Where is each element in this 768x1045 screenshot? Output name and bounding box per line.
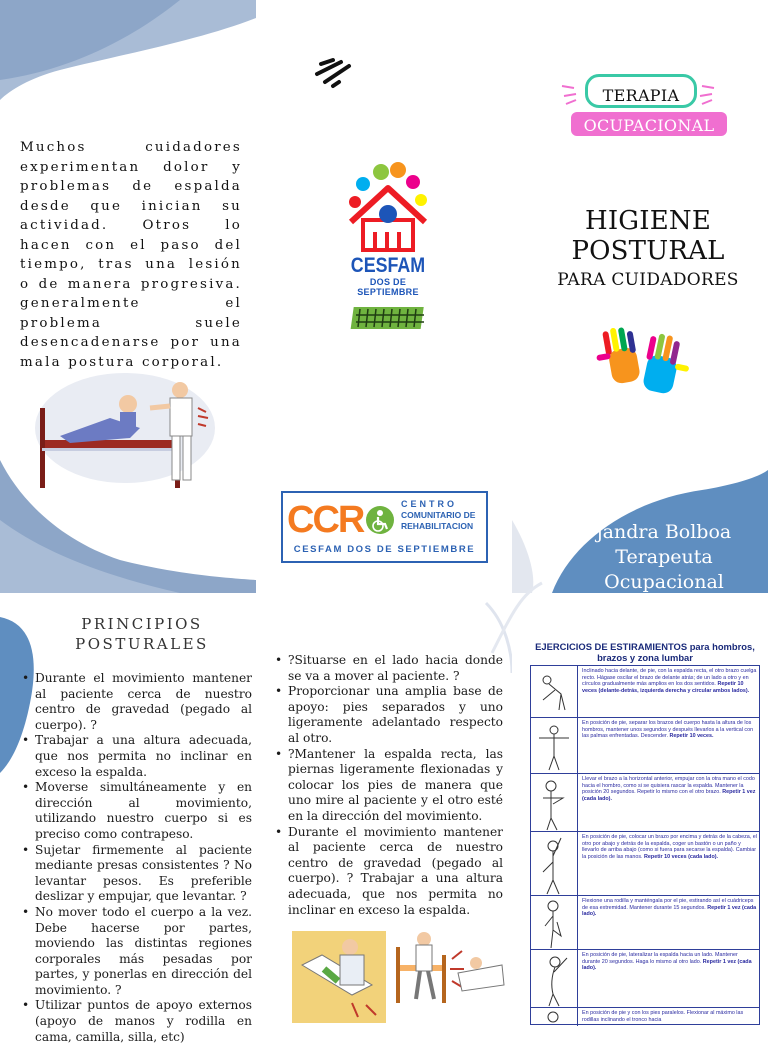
list-item: • ?Mantener la espalda recta, las piernas ligeramente flexionadas y colocar los pies de manera que uno mire al paciente y el otro esté en la dirección del movimiento. xyxy=(275,747,503,825)
stretch-figure-icon xyxy=(531,832,577,896)
title-line-1: HIGIENE xyxy=(584,206,712,236)
exercise-repetitions: Repetir 1 vez (cada lado). xyxy=(582,904,757,918)
principles-title xyxy=(60,614,224,654)
exercises-table xyxy=(530,665,760,1025)
exercise-figure xyxy=(531,896,578,949)
list-item: • No mover todo el cuerpo a la vez. Debe hacerse por partes, moviendo las distintas regiones corporales más pesadas por partes, y ponerlas en dirección del movimiento. ? xyxy=(22,905,252,999)
exercise-text: En posición de pie, lateralizar la espalda hacia un lado. Mantener durante 20 segundos. Haga lo mismo al otro lado. xyxy=(582,952,738,965)
exercise-figure xyxy=(531,1008,578,1026)
list-item: • Sujetar firmemente al paciente mediante presas consistentes ? No levantar pesos. Es preferible deslizar y empujar, que levantar. ? xyxy=(22,843,252,905)
exercise-text: En posición de pie, colocar un brazo por encima y detrás de la cabeza, el otro por abajo y detrás de la espalda, coger un bastón o un paño y llevarlo de arriba abajo (como si fuera para secarse la espalda). Cambiar la posición de las manos. xyxy=(582,834,757,860)
stretch-figure-icon xyxy=(531,666,577,718)
ccr-logo-letters xyxy=(287,499,363,542)
list-item: • Proporcionar una amplia base de apoyo: pies separados y uno ligeramente adelantado respecto al otro. xyxy=(275,684,503,746)
list-item: • Moverse simultáneamente y en dirección al movimiento, utilizando nuestro cuerpo si es preciso como contrapeso. xyxy=(22,780,252,842)
stretch-figure-icon xyxy=(531,774,577,832)
exercise-text: Flexione una rodilla y manténgala por el pie, estirando así el cuádriceps de esa extremidad. Mantener durante 15 segundos. xyxy=(582,898,754,911)
list-item: • Durante el movimiento mantener al paciente cerca de nuestro centro de gravedad (pegado al cuerpo). ? Trabajar a una altura adecuada, que nos permita no inclinar en exceso la espalda. xyxy=(275,825,503,919)
exercise-description xyxy=(582,668,757,694)
exercise-text: Inclinado hacia delante, de pie, con la espalda recta, el otro brazo cuelga recto. Hágase oscilar el brazo de delante atrás; de un lado a otro y en círculos gradualmente más amplios en los dos sentidos. xyxy=(582,668,757,688)
list-item: • Utilizar puntos de apoyo externos (apoyo de manos y rodilla en cama, camilla, silla, etc) xyxy=(22,998,252,1045)
ccr-logo-text xyxy=(401,499,487,532)
ccr-line-comunitario: COMUNITARIO DE xyxy=(401,510,476,520)
brochure-title xyxy=(548,206,748,266)
principles-list-left xyxy=(22,671,252,1045)
stretch-figure-icon xyxy=(531,950,577,1008)
author-role-line-1: Terapeuta xyxy=(615,546,713,568)
table-row xyxy=(531,832,759,896)
exercise-repetitions: Repetir 10 veces (cada lado). xyxy=(644,853,719,860)
author-block xyxy=(560,520,768,595)
brush-mark-icon xyxy=(311,52,371,92)
table-row xyxy=(531,950,759,1008)
cesfam-logo-name: CESFAM xyxy=(350,254,426,277)
exercise-repetitions: Repetir 1 vez (cada lado). xyxy=(582,958,752,972)
cesfam-house-logo xyxy=(343,162,433,258)
panel-intro xyxy=(0,0,256,593)
caregiver-illustration xyxy=(30,368,230,498)
exercise-description xyxy=(582,1010,757,1023)
stretch-figure-icon xyxy=(531,718,577,774)
exercise-description xyxy=(582,898,757,918)
brochure-subtitle: PARA CUIDADORES xyxy=(557,270,739,290)
ccr-logo-bottom: CESFAM DOS DE SEPTIEMBRE xyxy=(293,544,476,555)
ccr-line-rehabilitacion: REHABILITACION xyxy=(401,521,474,531)
exercise-repetitions: Repetir 10 veces. xyxy=(669,733,714,740)
painted-hands-illustration xyxy=(580,326,710,396)
list-item: • Durante el movimiento mantener al paciente cerca de nuestro centro de gravedad (pegado al cuerpo). ? xyxy=(22,671,252,733)
stretch-figure-icon xyxy=(531,896,577,950)
ccr-letters-text: CCR xyxy=(287,499,364,541)
terapia-badge-text: TERAPIA xyxy=(602,86,680,105)
exercise-figure xyxy=(531,718,578,773)
title-line-2: POSTURAL xyxy=(571,236,725,266)
table-row xyxy=(531,718,759,774)
exercise-description xyxy=(582,952,757,972)
list-item: • Trabajar a una altura adecuada, que nos permita no inclinar en exceso la espalda. xyxy=(22,733,252,780)
cesfam-logo-subtitle: DOS DE SEPTIEMBRE xyxy=(357,277,419,297)
exercises-title: EJERCICIOS DE ESTIRAMIENTOS para hombros, brazos y zona lumbar xyxy=(535,641,755,663)
intro-paragraph: Muchos cuidadores experimentan dolor y problemas de espalda desde que inician su actividad. Otros lo hacen con el paso del tiempo, tras una lesión o de manera progresiva. generalmente el problema suele desencadenarse por una mala postura corporal. xyxy=(20,140,242,370)
exercise-repetitions: Repetir 1 vez (cada lado). xyxy=(582,789,756,802)
exercise-text: En posición de pie, separar los brazos del cuerpo hasta la altura de los hombros, mantener unos segundos y después llevarlos a la vertical con las palmas enfrentadas. Descender. xyxy=(582,720,754,740)
principles-title-line-2: POSTURALES xyxy=(75,635,209,653)
wheelchair-icon xyxy=(365,505,395,535)
ccr-line-centro: CENTRO xyxy=(401,499,457,509)
exercise-text: En posición de pie y con los pies paralelos. Flexionar al máximo las rodillas inclinando el tronco hacia xyxy=(582,1010,744,1023)
author-name: jandra Bolboa xyxy=(596,521,732,543)
exercise-figure xyxy=(531,832,578,895)
exercise-description xyxy=(582,776,757,802)
table-row xyxy=(531,896,759,950)
exercise-figure xyxy=(531,666,578,717)
ccr-logo xyxy=(281,491,488,563)
principles-title-line-1: PRINCIPIOS xyxy=(81,615,203,633)
patient-transfer-illustrations xyxy=(292,925,512,1025)
exercise-text: Llevar el brazo a la horizontal anterior, empujar con la otra mano el codo hacia el hombro, como si se quisiera rascar la espalda. Mantener la posición 20 segundos. Repetir lo mismo con el otro brazo. xyxy=(582,776,755,796)
exercise-figure xyxy=(531,774,578,831)
table-row xyxy=(531,1008,759,1026)
exercise-description xyxy=(582,834,757,860)
exercise-repetitions: Repetir 10 veces (delante-detrás, izquierda derecha y circular ambos lados). xyxy=(582,681,750,694)
table-row xyxy=(531,774,759,832)
ocupacional-badge-text: OCUPACIONAL xyxy=(583,116,715,135)
green-pattern-decoration xyxy=(354,305,426,331)
list-item: • ?Situarse en el lado hacia donde se va a mover al paciente. ? xyxy=(275,653,503,684)
stretch-figure-icon xyxy=(531,1008,577,1026)
exercise-description xyxy=(582,720,757,740)
author-role-line-2: Ocupacional xyxy=(604,571,724,593)
exercise-figure xyxy=(531,950,578,1007)
principles-list-middle xyxy=(275,653,503,918)
table-row xyxy=(531,666,759,718)
